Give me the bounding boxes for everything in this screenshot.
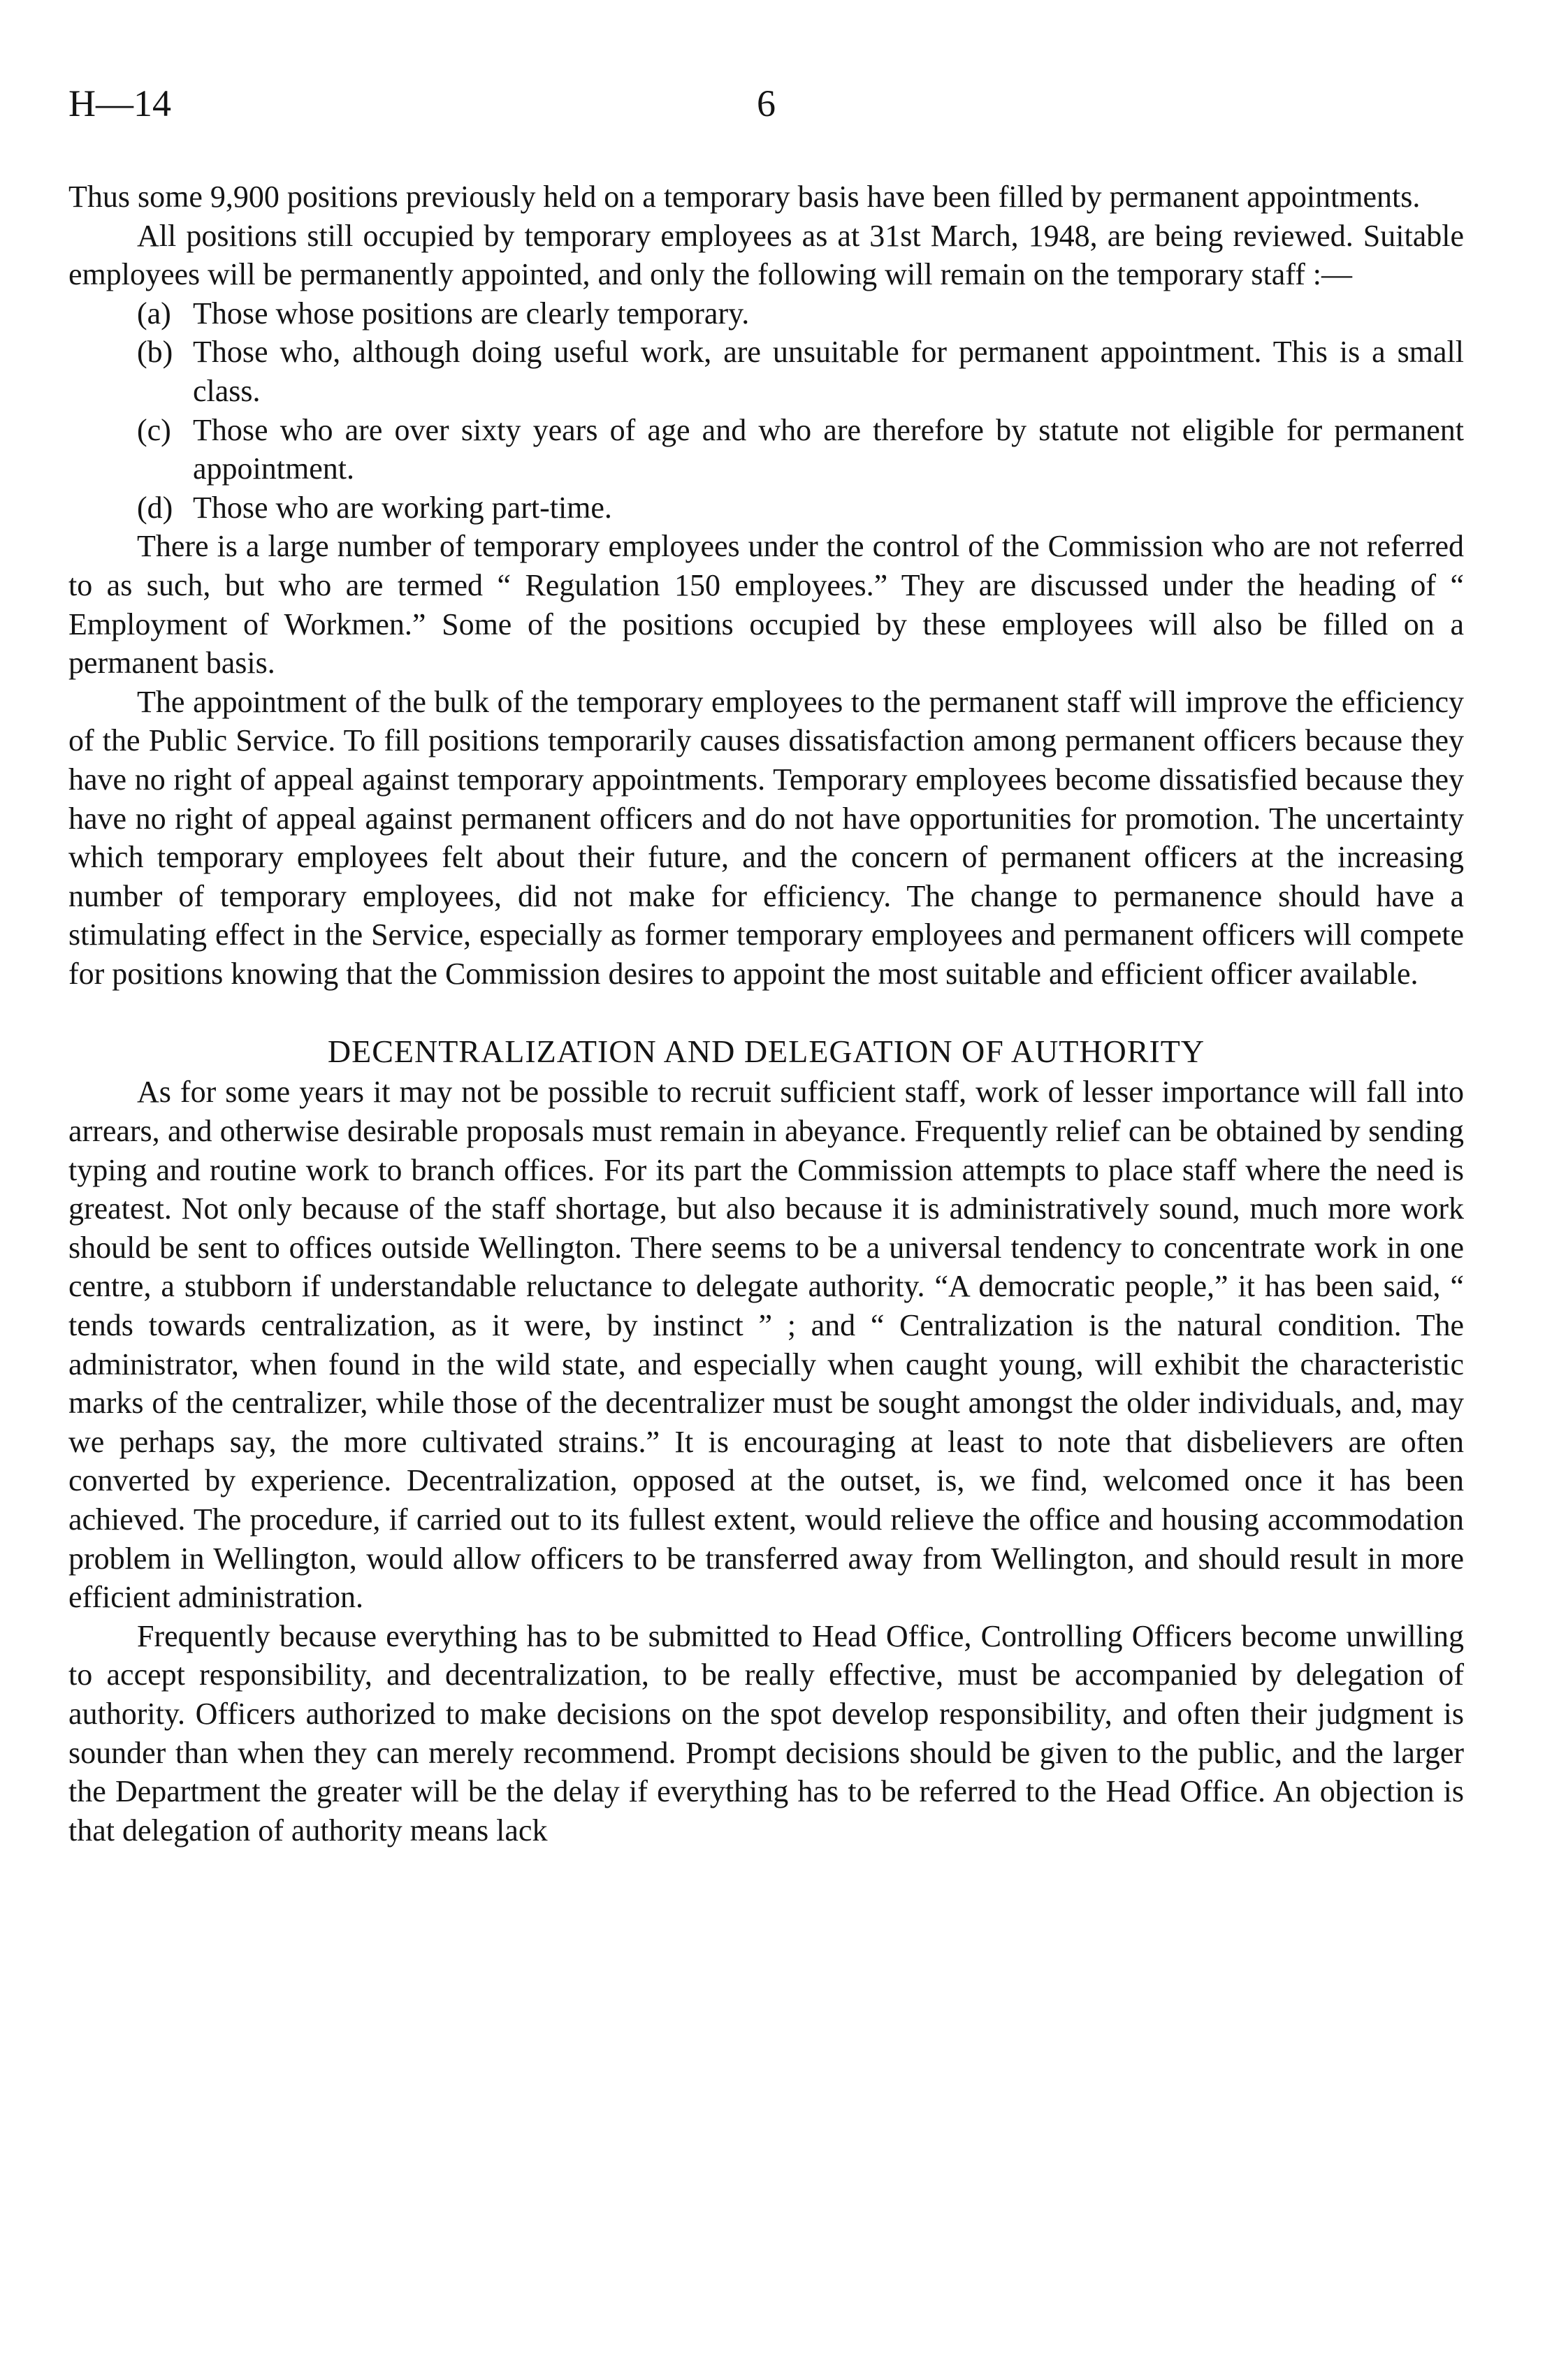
list-item	[68, 294, 1464, 333]
list-item	[68, 411, 1464, 488]
document-page	[68, 82, 1464, 1850]
list-item-marker: (d)	[137, 490, 173, 525]
list-item-marker: (a)	[137, 296, 171, 331]
paragraph-intro-1: Thus some 9,900 positions previously held on a temporary basis have been filled by permanent appointments.	[68, 180, 1421, 214]
list-item-marker: (c)	[137, 412, 171, 447]
page-number: 6	[757, 82, 776, 124]
paragraph-decentralization: As for some years it may not be possible to recruit sufficient staff, work of lesser importance will fall into arrears, and otherwise desirable proposals must remain in abeyance. Frequently relief can be obtained by sending typing and routine work to branch offices. For its part the Commission attempts to place staff where the need is greatest. Not only because of the staff shortage, but also because it is administratively sound, much more work should be sent to offices outside Wellington. There seems to be a universal tendency to concentrate work in one centre, a stubborn if understandable reluctance to delegate authority. “A democratic people,” it has been said, “ tends towards centralization, as it were, by instinct ” ; and “ Centralization is the natural condition. The administrator, when found in the wild state, and especially when caught young, will exhibit the characteristic marks of the centralizer, while those of the decentralizer must be sought amongst the older individuals, and, may we perhaps say, the more cultivated strains.” It is encouraging at least to note that disbelievers are often converted by experience. Decentralization, opposed at the outset, is, we find, welcomed once it has been achieved. The procedure, if carried out to its fullest extent, would relieve the office and housing accommodation problem in Wellington, would allow officers to be transferred away from Wellington, and should result in more efficient administration.	[68, 1075, 1464, 1615]
list-item-text: Those who are working part-time.	[193, 490, 612, 525]
paragraph-intro-2: All positions still occupied by temporary employees as at 31st March, 1948, are being reviewed. Suitable employees will be permanently appointed, and only the following will remain on the temporary staff :—	[68, 218, 1464, 292]
section-heading: DECENTRALIZATION AND DELEGATION OF AUTHORITY	[327, 1033, 1205, 1070]
list-item-marker: (b)	[137, 335, 173, 370]
paragraph-appointment: The appointment of the bulk of the temporary employees to the permanent staff will improve the efficiency of the Public Service. To fill positions temporarily causes dissatisfaction among permanent officers because they have no right of appeal against temporary appointments. Temporary employees become dissatisfied because they have no right of appeal against permanent officers and do not have opportunities for promotion. The uncertainty which temporary employees felt about their future, and the concern of permanent officers at the increasing number of temporary employees, did not make for efficiency. The change to permanence should have a stimulating effect in the Service, especially as former temporary employees and permanent officers will compete for positions knowing that the Commission desires to appoint the most suitable and efficient officer available.	[68, 684, 1464, 991]
paragraph-regulation-150: There is a large number of temporary employees under the control of the Commission who are not referred to as such, but who are termed “ Regulation 150 employees.” They are discussed under the heading of “ Employment of Workmen.” Some of the positions occupied by these employees will also be filled on a permanent basis.	[68, 529, 1464, 681]
page-header	[68, 82, 1464, 138]
document-code: H—14	[68, 82, 171, 124]
temporary-staff-list	[68, 294, 1464, 528]
list-item-text: Those whose positions are clearly temporary.	[193, 296, 750, 331]
list-item-text: Those who, although doing useful work, are unsuitable for permanent appointment. This is a small class.	[193, 335, 1464, 408]
list-item	[68, 488, 1464, 528]
list-item	[68, 333, 1464, 410]
list-item-text: Those who are over sixty years of age and who are therefore by statute not eligible for permanent appointment.	[193, 412, 1464, 486]
paragraph-delegation: Frequently because everything has to be submitted to Head Office, Controlling Officers become unwilling to accept responsibility, and decentralization, to be really effective, must be accompanied by delegation of authority. Officers authorized to make decisions on the spot develop responsibility, and often their judgment is sounder than when they can merely recommend. Prompt decisions should be given to the public, and the larger the Department the greater will be the delay if everything has to be referred to the Head Office. An objection is that delegation of authority means lack	[68, 1618, 1464, 1848]
page-body	[68, 177, 1464, 1850]
